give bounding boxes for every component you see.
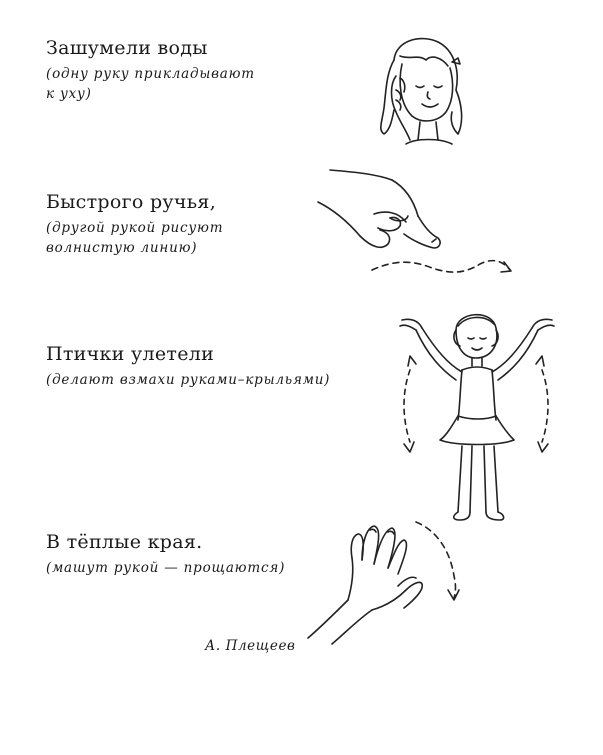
verse-3-note: (делают взмахи руками–крыльями) (46, 372, 331, 388)
verse-2 (46, 190, 223, 258)
waving-hand-illustration (302, 514, 474, 648)
verse-1-note: (одну руку прикладывают к уху) (46, 66, 255, 102)
author-name: А. Плещеев (205, 638, 296, 654)
verse-4 (46, 530, 285, 578)
verse-1 (46, 36, 255, 104)
verse-3-line: Птички улетели (46, 343, 215, 365)
pointing-hand-illustration (314, 166, 524, 284)
verse-4-note: (машут рукой — прощаются) (46, 560, 286, 576)
verse-3 (46, 342, 330, 390)
girl-flapping-arms-illustration (396, 300, 556, 526)
verse-4-line: В тёплые края. (46, 531, 203, 553)
verse-2-note: (другой рукой рисуют волнистую линию) (46, 220, 224, 256)
verse-1-line: Зашумели воды (46, 37, 208, 59)
girl-listening-illustration (366, 30, 476, 160)
verse-2-line: Быстрого ручья, (46, 191, 217, 213)
